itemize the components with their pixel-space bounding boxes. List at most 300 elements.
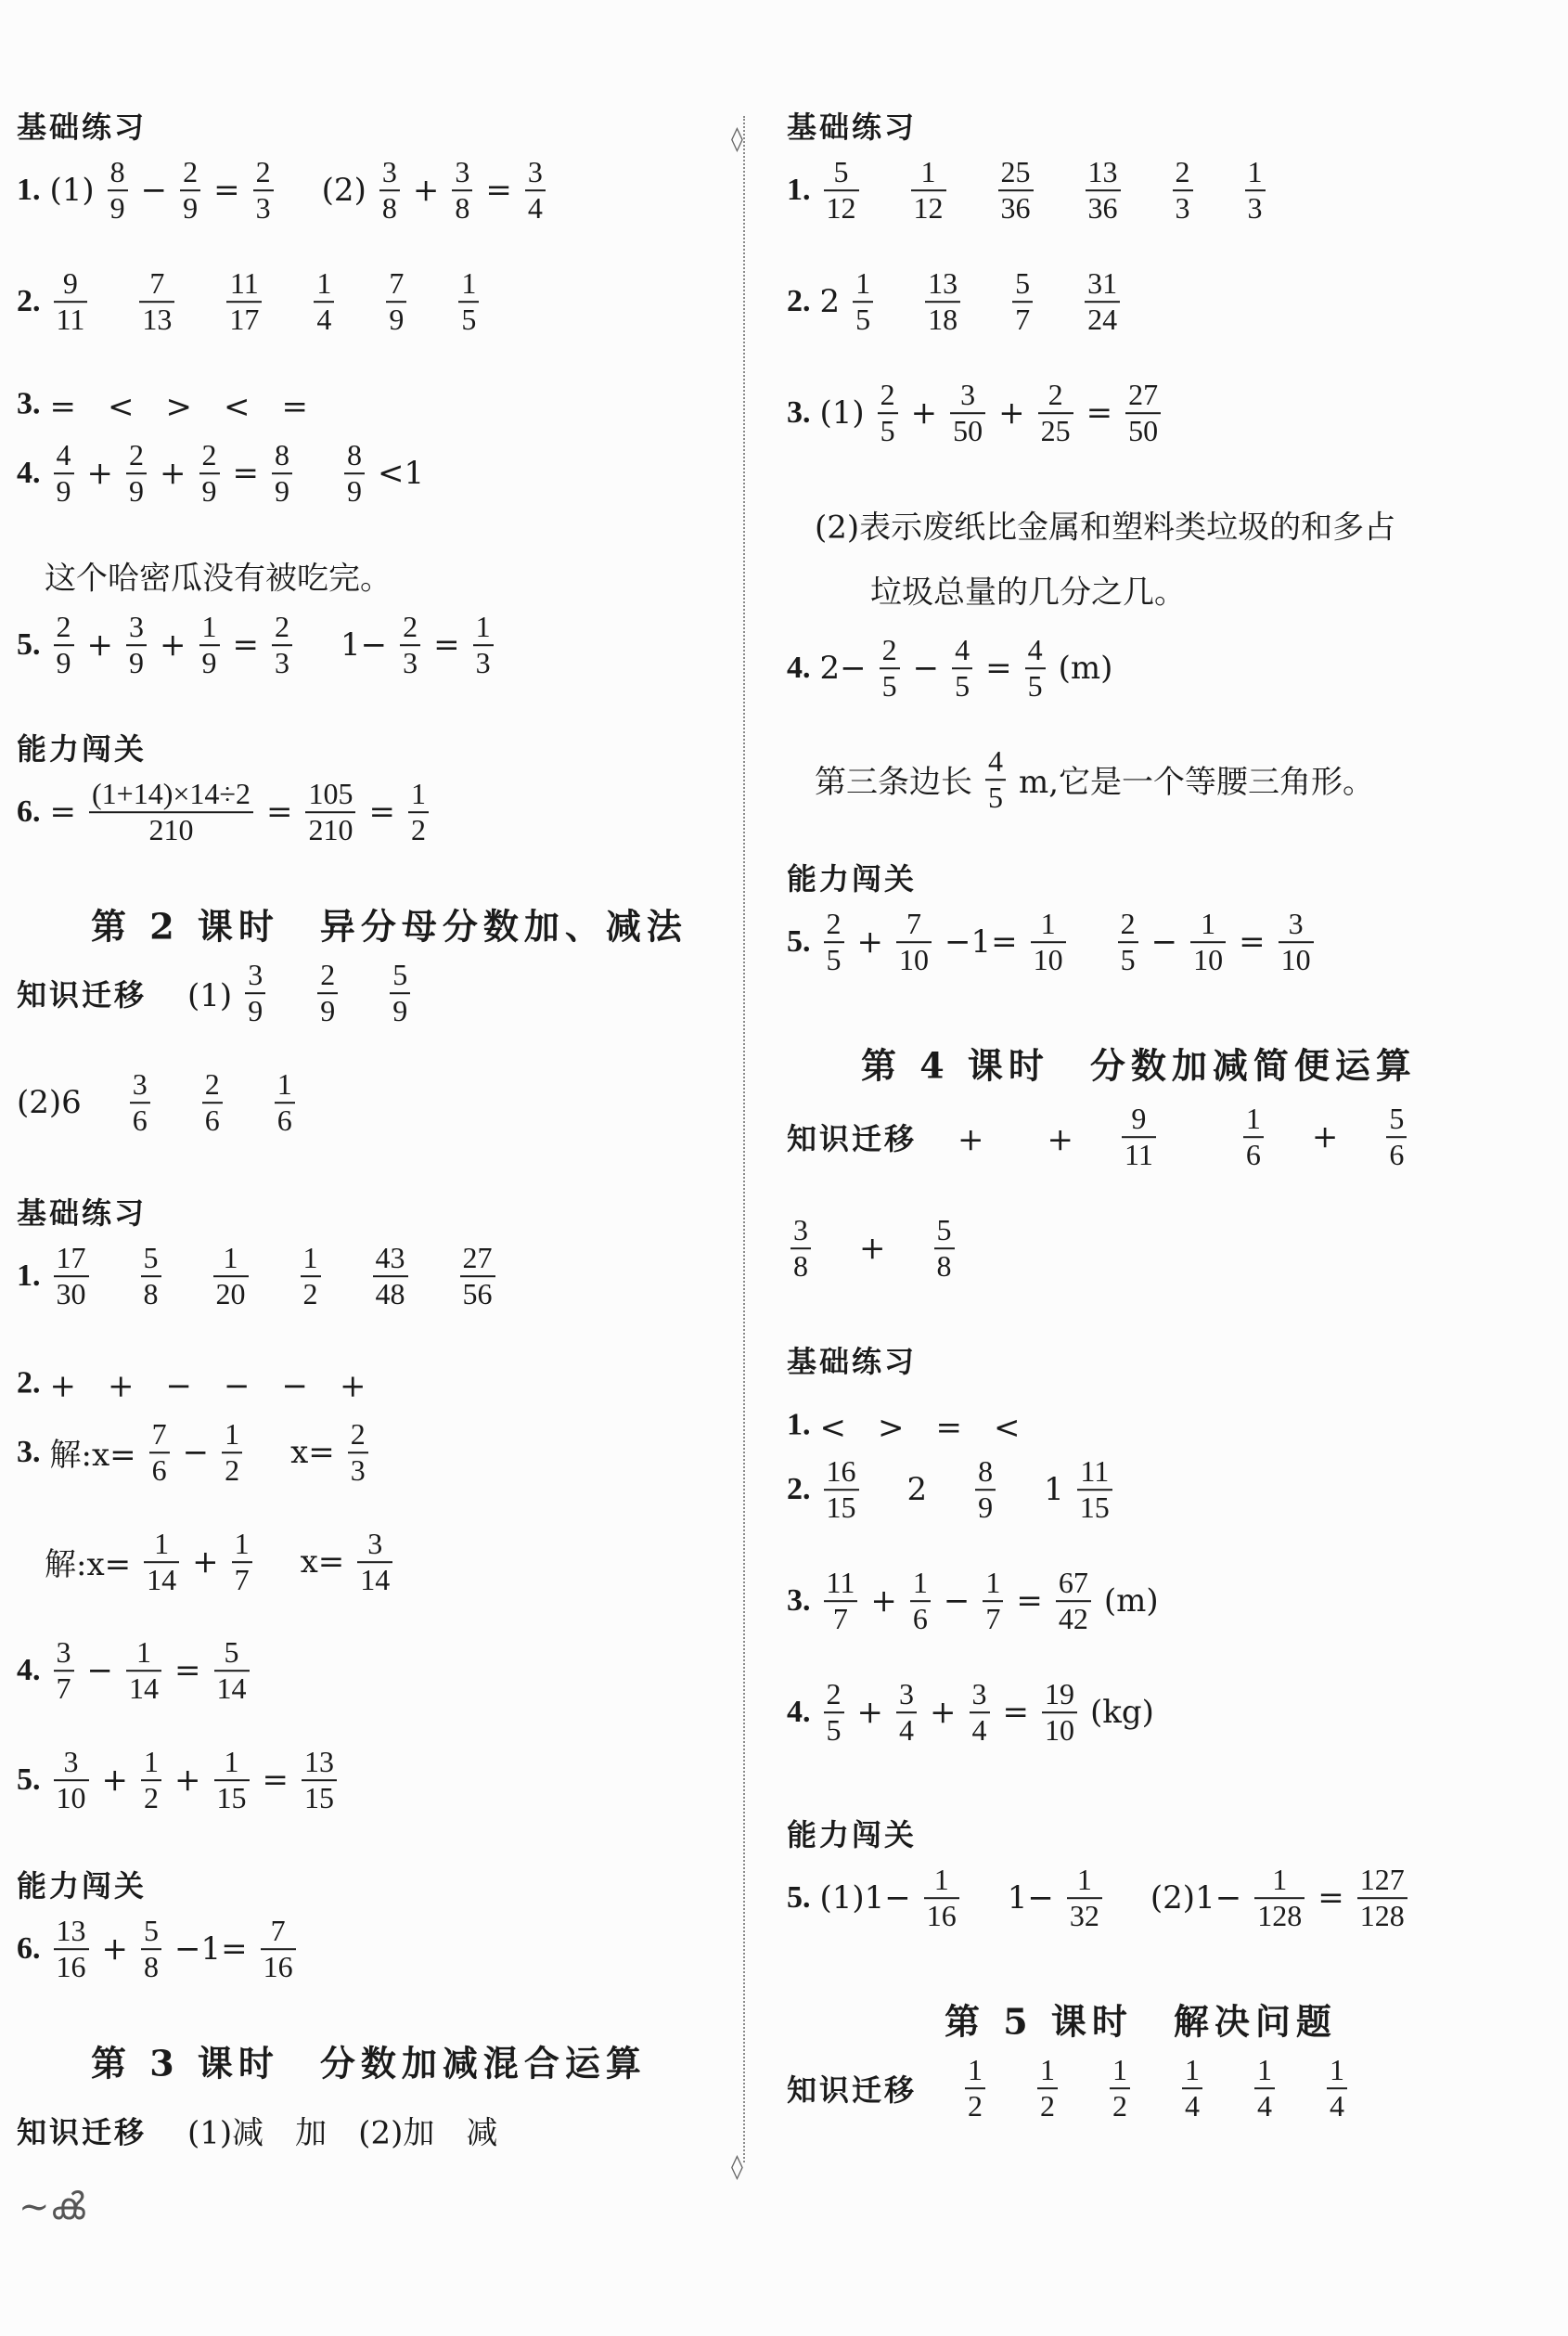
denominator: 6 [912,1602,928,1635]
fraction [126,1635,161,1706]
answer-line [787,1566,1159,1636]
denominator: 9 [109,191,125,225]
answer-token: = [1239,923,1266,961]
numerator: 31 [1087,266,1118,301]
numerator: 1 [276,1067,292,1102]
question-number: 4. [17,456,41,490]
answer-token: = [485,172,512,209]
fraction [985,744,1006,815]
numerator: 7 [270,1914,286,1948]
fraction [213,1241,249,1311]
question-number: 3. [787,395,811,430]
question-number: 6. [17,1931,41,1966]
answer-token: 2 [906,1471,928,1508]
answer-token: (1)减 加 (2)加 减 [156,2114,498,2152]
fraction [408,777,429,847]
numerator: 1 [968,2053,983,2087]
section-heading: 基础练习 [17,1195,148,1231]
fraction [261,1914,296,1984]
fraction [54,1241,89,1311]
fraction [1067,1863,1102,1933]
denominator: 2 [1040,2089,1056,2123]
denominator: 6 [1389,1138,1405,1171]
fraction [1386,1102,1407,1172]
denominator: 3 [275,646,289,679]
fraction [89,777,253,847]
answer-token: 1− [1007,1879,1054,1917]
answer-token: + [86,455,113,492]
denominator: 5 [955,669,970,703]
answer-token: 1 [1044,1471,1064,1508]
numerator: 1 [154,1527,170,1561]
numerator: 1 [475,610,491,644]
answer-line [17,381,308,427]
question-number: 5. [17,627,41,662]
denominator: 5 [1120,943,1136,976]
numerator: 19 [1045,1677,1074,1711]
question-number: 2. [17,284,41,318]
column-divider [743,116,745,2162]
numerator: 3 [455,155,470,189]
numerator: 2 [880,378,895,412]
fraction [975,1454,996,1525]
section-heading: 能力闯关 [787,861,918,897]
denominator: 18 [928,303,958,336]
numerator: 1 [985,1566,1001,1600]
denominator: 3 [255,191,271,225]
numerator: 7 [149,266,165,301]
numerator: 2 [255,155,271,189]
answer-token: + [160,455,186,492]
divider-ornament-icon: ◊ [731,125,743,153]
fraction [525,155,546,226]
denominator: 5 [1027,669,1043,703]
denominator: 5 [988,781,1003,814]
answer-token: (2)6 [17,1084,82,1121]
answer-token: + [930,1694,957,1731]
denominator: 128 [1359,1899,1405,1932]
fraction [400,610,420,680]
answer-token: + [101,1762,128,1799]
answer-token: = [368,794,395,831]
answer-token: + [174,1762,201,1799]
numerator: 1 [1112,2053,1128,2087]
fraction [275,1067,295,1138]
question-number: 4. [787,651,811,685]
answer-token: + [856,923,883,961]
fraction [853,266,873,337]
denominator: 4 [1185,2089,1201,2123]
fraction [222,1417,242,1488]
denominator: 10 [899,943,929,976]
fraction [1254,1863,1305,1933]
fraction [458,266,479,337]
answer-token: + [160,626,186,664]
denominator: 24 [1087,303,1118,336]
answer-token: + + − − − + [49,1367,366,1405]
denominator: 14 [360,1563,391,1596]
numerator: 1 [1040,2053,1056,2087]
denominator: 8 [455,191,470,225]
fraction [998,155,1034,226]
question-number: 5. [787,924,811,959]
denominator: 6 [1245,1138,1261,1171]
section-heading: 知识迁移 [17,977,148,1013]
numerator: 27 [1128,378,1159,412]
question-number: 5. [787,1880,811,1915]
section-heading: 知识迁移 [787,1121,918,1156]
numerator: 1 [912,1566,928,1600]
section-heading: 能力闯关 [787,1817,918,1852]
numerator: 8 [347,438,362,472]
answer-line [787,2053,1351,2123]
denominator: 16 [926,1899,957,1932]
fraction [379,155,400,226]
fraction [983,1566,1003,1636]
fraction [390,958,410,1028]
answer-token: + [998,394,1025,432]
numerator: 7 [389,266,405,301]
fraction [54,438,74,509]
fraction [878,378,898,448]
denominator: 10 [1280,943,1311,976]
denominator: 12 [913,191,944,225]
fraction [952,633,972,703]
answer-line [787,1677,1154,1748]
fraction [911,155,946,226]
numerator: 3 [899,1677,914,1711]
numerator: 13 [928,266,958,301]
answer-token: 解:x= [45,1546,132,1584]
denominator: 8 [793,1249,808,1283]
fraction [1031,907,1066,977]
numerator: 3 [793,1213,808,1247]
section-heading: 知识迁移 [17,2114,148,2149]
numerator: 1 [1076,1863,1092,1897]
denominator: 9 [248,994,263,1027]
denominator: 6 [151,1453,167,1487]
denominator: 16 [56,1950,86,1983]
question-number: 2. [787,1472,811,1506]
numerator: 43 [375,1241,405,1275]
answer-token: (2) [321,172,366,209]
question-number: 3. [17,1435,41,1469]
fraction [373,1241,408,1311]
numerator: 1 [1330,2053,1345,2087]
fraction [1037,2053,1058,2123]
answer-text: 这个哈密瓜没有被吃完。 [45,560,392,598]
answer-token: − [86,1652,113,1689]
question-number: 1. [17,1258,41,1293]
denominator: 25 [1040,414,1071,447]
fraction [214,1745,250,1815]
fraction [1173,155,1193,226]
denominator: 50 [1128,414,1159,447]
answer-token: x= [300,1543,345,1581]
answer-token: = [1086,394,1113,432]
answer-token: − [182,1434,210,1471]
answer-line [17,438,424,509]
numerator: 3 [381,155,397,189]
answer-line [815,744,1374,815]
numerator: 1 [1247,155,1263,189]
answer-line [17,1417,372,1488]
fraction [1086,155,1121,226]
denominator: 9 [201,646,217,679]
answer-token: x= [290,1434,335,1471]
fraction [1245,155,1266,226]
answer-token: + [856,1694,883,1731]
numerator: 2 [826,907,842,941]
section-heading: 基础练习 [787,1344,918,1379]
fraction [965,2053,985,2123]
numerator: 2 [403,610,418,644]
denominator: 15 [216,1781,247,1814]
numerator: 1 [201,610,217,644]
answer-token: (2)1− [1150,1879,1242,1917]
answer-token: = [232,626,259,664]
numerator: 5 [833,155,849,189]
question-number: 6. [17,794,41,829]
numerator: 5 [1389,1102,1405,1136]
answer-line [17,2108,497,2153]
answer-token: (kg) [1090,1694,1154,1731]
answer-line [787,266,1124,337]
answer-token: (1)1− [819,1879,911,1917]
answer-token: 2− [819,650,867,687]
numerator: 1 [920,155,936,189]
fraction [253,155,274,226]
fraction [54,1635,74,1706]
denominator: 6 [204,1103,220,1137]
numerator: 127 [1359,1863,1405,1897]
denominator: 3 [1175,191,1190,225]
numerator: 1 [223,1241,238,1275]
answer-line [17,1241,499,1311]
answer-token: + [412,172,440,209]
fraction [1243,1102,1264,1172]
denominator: 9 [392,994,408,1027]
numerator: (1+14)×14÷2 [92,777,251,811]
denominator: 32 [1069,1899,1099,1932]
denominator: 15 [1079,1491,1110,1524]
numerator: 1 [410,777,426,811]
fraction [141,1914,161,1984]
fraction [896,907,932,977]
answer-token: + + [926,1121,1073,1159]
fraction [460,1241,495,1311]
denominator: 15 [304,1781,334,1814]
numerator: 1 [855,266,871,301]
answer-token: + [870,1582,897,1620]
numerator: 1 [225,1417,240,1452]
denominator: 9 [275,474,289,508]
denominator: 2 [302,1277,318,1310]
numerator: 2 [56,610,71,644]
numerator: 8 [978,1454,994,1489]
fraction [1125,378,1161,448]
denominator: 3 [1247,191,1263,225]
denominator: 5 [880,414,895,447]
answer-token: (m) [1058,650,1113,687]
denominator: 4 [316,303,332,336]
fraction [924,1863,959,1933]
denominator: 9 [978,1491,994,1524]
question-number: 3. [17,386,41,420]
lesson-title: 第 4 课时 分数加减简便运算 [861,1044,1417,1087]
fraction [232,1527,252,1597]
numerator: 3 [132,1067,148,1102]
numerator: 1 [1201,907,1216,941]
fraction [950,378,985,448]
answer-token: = [174,1652,201,1689]
question-number: 4. [787,1695,811,1729]
denominator: 8 [936,1249,952,1283]
denominator: 7 [56,1671,71,1705]
answer-token: + [1311,1118,1339,1155]
answer-line [17,610,497,680]
fraction [272,438,292,509]
denominator: 12 [826,191,856,225]
denominator: 9 [183,191,199,225]
numerator: 16 [826,1454,856,1489]
answer-line [17,958,414,1028]
fraction [824,155,859,226]
denominator: 5 [826,943,842,976]
denominator: 3 [350,1453,366,1487]
numerator: 3 [367,1527,383,1561]
answer-line [787,1863,1411,1933]
fraction [245,958,265,1028]
numerator: 2 [1175,155,1190,189]
fraction [1042,1677,1077,1748]
numerator: 13 [56,1914,86,1948]
denominator: 9 [320,994,336,1027]
denominator: 14 [147,1563,177,1596]
denominator: 6 [132,1103,148,1137]
answer-line [17,1067,299,1138]
numerator: 1 [1185,2053,1201,2087]
fraction [790,1213,811,1284]
numerator: 11 [1080,1454,1110,1489]
lesson-title: 第 3 课时 分数加减混合运算 [91,2042,647,2084]
fraction [344,438,365,509]
question-number: 2. [17,1365,41,1400]
numerator: 1 [1040,907,1056,941]
fraction [302,1745,337,1815]
numerator: 1 [224,1745,239,1779]
numerator: 1 [136,1635,151,1670]
numerator: 3 [56,1635,71,1670]
denominator: 8 [143,1277,159,1310]
fraction [970,1677,990,1748]
denominator: 5 [855,303,871,336]
fraction [180,155,200,226]
fraction [1077,1454,1112,1525]
question-number: 4. [17,1653,41,1687]
fraction [199,438,220,509]
fraction [54,1745,89,1815]
denominator: 4 [971,1713,987,1747]
numerator: 11 [229,266,259,301]
answer-line [17,777,432,847]
numerator: 1 [302,1241,318,1275]
answer-line [787,1213,958,1284]
denominator: 7 [985,1602,1001,1635]
answer-line [787,633,1112,703]
denominator: 2 [410,813,426,846]
answer-token: 2 [819,283,841,320]
fraction [272,610,292,680]
fraction [386,266,406,337]
numerator: 105 [308,777,353,811]
denominator: 36 [1000,191,1031,225]
fraction [1025,633,1046,703]
fraction [1279,907,1314,977]
answer-token: + [101,1930,128,1968]
numerator: 2 [350,1417,366,1452]
denominator: 3 [475,646,491,679]
fraction [824,1454,859,1525]
fraction [1110,2053,1130,2123]
fraction [126,610,147,680]
numerator: 1 [234,1527,250,1561]
numerator: 27 [462,1241,493,1275]
fraction [317,958,338,1028]
denominator: 13 [142,303,173,336]
denominator: 7 [234,1563,250,1596]
answer-token: = [232,455,259,492]
question-number: 1. [787,173,811,207]
denominator: 2 [968,2089,983,2123]
numerator: 9 [1131,1102,1147,1136]
answer-token: (m) [1103,1582,1159,1620]
numerator: 2 [201,438,217,472]
denominator: 9 [347,474,362,508]
numerator: 7 [906,907,921,941]
fraction [1056,1566,1091,1636]
answer-token: = [985,650,1012,687]
denominator: 7 [832,1602,848,1635]
fraction [1190,907,1226,977]
fraction [141,1241,161,1311]
numerator: 5 [224,1635,239,1670]
answer-token: 解:x= [49,1437,136,1475]
denominator: 56 [462,1277,493,1310]
denominator: 9 [56,474,71,508]
fraction [925,266,960,337]
numerator: 1 [316,266,332,301]
answer-token: − [912,650,940,687]
denominator: 8 [144,1950,159,1983]
denominator: 14 [129,1671,159,1705]
fraction [305,777,355,847]
answer-token: + [192,1543,219,1581]
denominator: 14 [216,1671,247,1705]
fraction [139,266,174,337]
numerator: 1 [461,266,477,301]
fraction [199,610,220,680]
denominator: 9 [129,646,144,679]
numerator: 3 [527,155,543,189]
answer-line [17,155,549,226]
fraction [141,1745,161,1815]
numerator: 4 [1027,633,1043,667]
answer-token: m,它是一个等腰三角形。 [1019,764,1375,802]
section-heading: 基础练习 [17,110,148,145]
numerator: 8 [275,438,289,472]
answer-token: + [910,394,938,432]
